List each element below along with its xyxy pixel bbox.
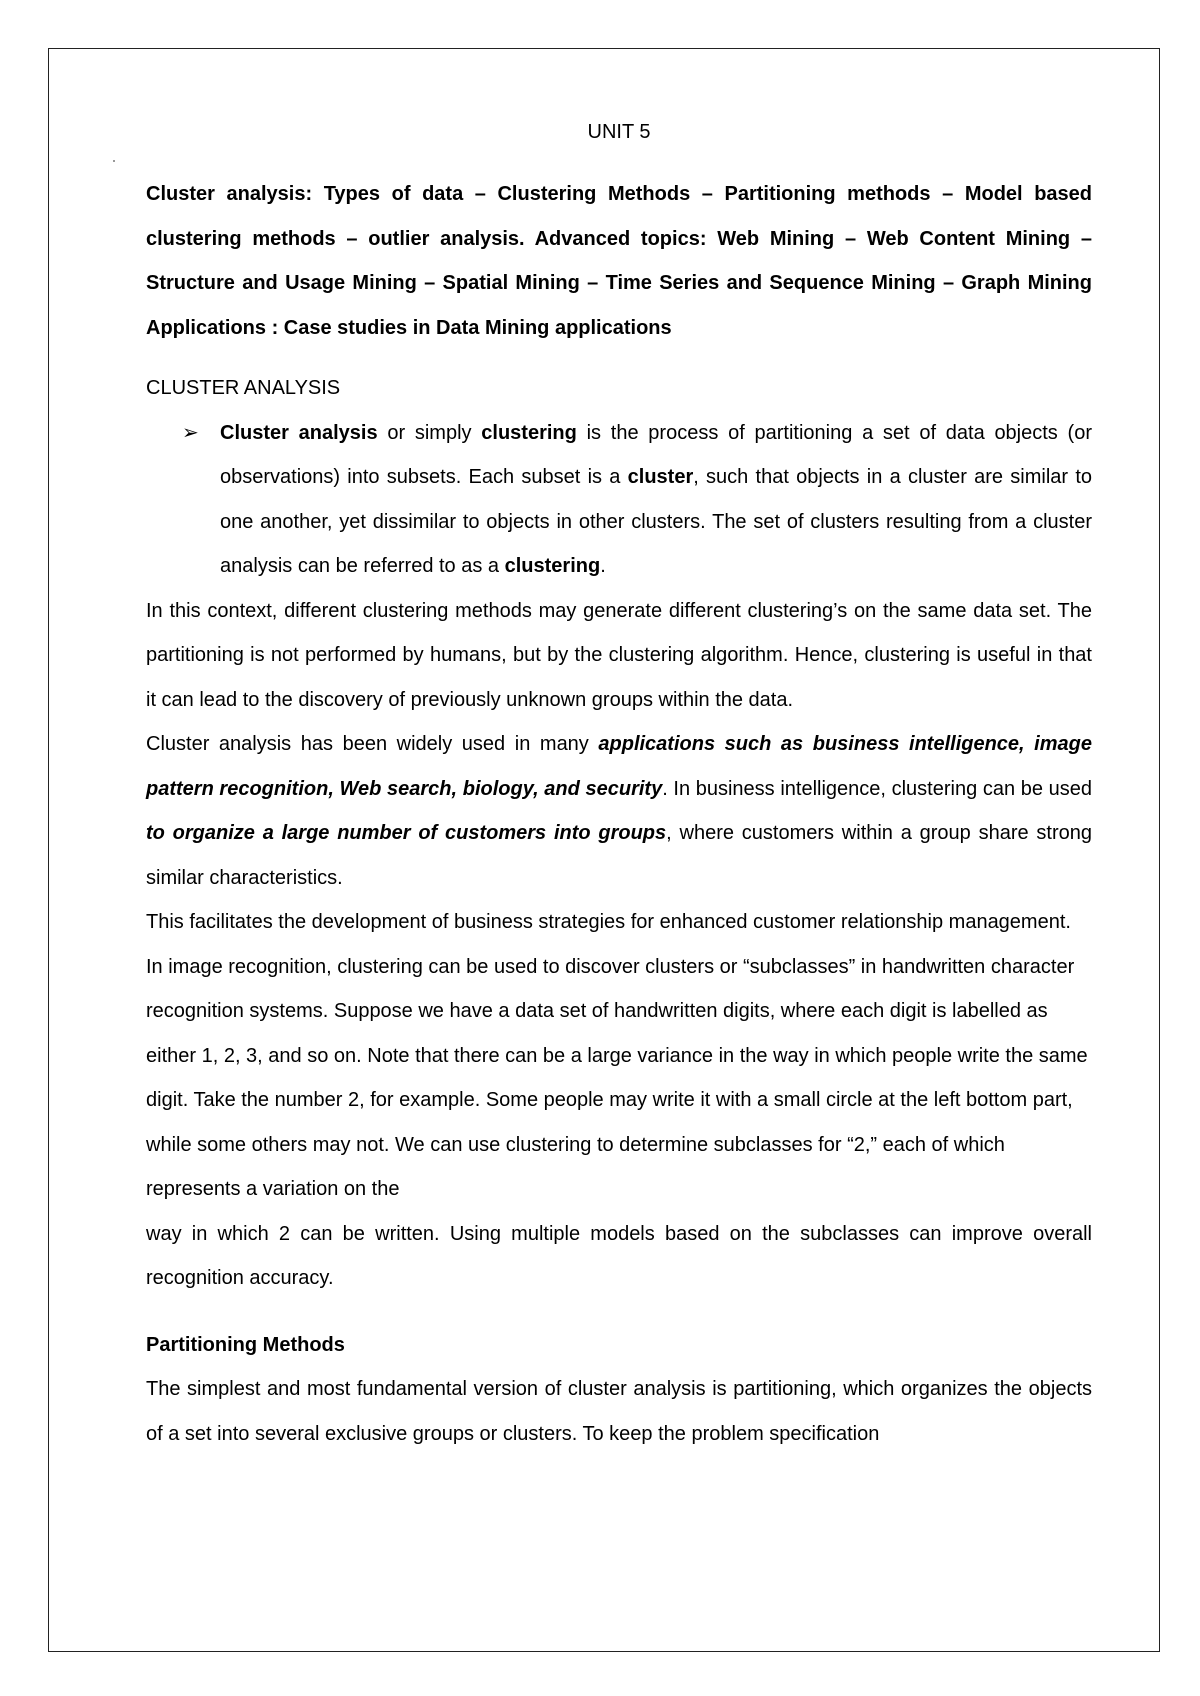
term-clustering-result: clustering: [504, 555, 601, 577]
document-body: [146, 110, 1092, 1456]
bullet-definition: ➢ Cluster analysis or simply clustering is the process of partitioning a set of data objects (or observations) into subsets. Each subset is a cluster, such that objects in a cluster are similar to one another, yet dissimilar to objects in other clusters. The set of clusters resulting from a cluster analysis can be referred to as a clustering.: [146, 411, 1092, 589]
applications-paragraph: Cluster analysis has been widely used in many applications such as business intelligence, image pattern recognition, Web search, biology, and security. In business intelligence, clustering can be used to organize a large number of customers into groups, where customers within a group share strong similar characteristics.: [146, 733, 1092, 889]
partitioning-paragraph: The simplest and most fundamental version of cluster analysis is partitioning, which organizes the objects of a set into several exclusive groups or clusters. To keep the problem specification: [146, 1378, 1092, 1445]
image-recognition-continuation: way in which 2 can be written. Using multiple models based on the subclasses can improve overall recognition accuracy.: [146, 1222, 1092, 1289]
partitioning-methods-heading: Partitioning Methods: [146, 1333, 345, 1356]
cluster-analysis-heading: CLUSTER ANALYSIS: [146, 377, 341, 399]
image-recognition-paragraph: In image recognition, clustering can be used to discover clusters or “subclasses” in handwritten character recognition systems. Suppose we have a data set of handwritten digits, where each digit is labelled as either 1, 2, 3, and so on. Note that there can be a large variance in the way in which people write the same digit. Take the number 2, for example. Some people may write it with a small circle at the left bottom part, while some others may not. We can use clustering to determine subclasses for “2,” each of which represents a variation on the: [146, 955, 1088, 1200]
term-clustering: clustering: [481, 421, 577, 444]
applications-emphasis: applications such as business intelligence, image pattern recognition, Web search, biology, and security: [146, 733, 1092, 800]
syllabus-paragraph: Cluster analysis: Types of data – Clustering Methods – Partitioning methods – Model based clustering methods – outlier analysis. Advanced topics: Web Mining – Web Content Mining – Structure and Usage Mining – Spatial Mining – Time Series and Sequence Mining – Graph Mining Applications : Case studies in Data Mining applications: [146, 183, 1092, 339]
arrow-bullet-icon: ➢: [182, 421, 199, 444]
unit-title: UNIT 5: [587, 121, 651, 143]
customers-emphasis: to organize a large number of customers into groups: [146, 822, 667, 844]
spacer: [146, 1301, 1092, 1323]
context-paragraph: In this context, different clustering methods may generate different clustering’s on the same data set. The partitioning is not performed by humans, but by the clustering algorithm. Hence, clustering is useful in that it can lead to the discovery of previously unknown groups within the data.: [146, 599, 1092, 711]
stray-dot: [113, 160, 115, 162]
facilitates-paragraph: This facilitates the development of business strategies for enhanced customer relationship management.: [146, 911, 1071, 933]
term-cluster-analysis: Cluster analysis: [220, 421, 378, 444]
term-cluster: cluster: [627, 466, 694, 488]
